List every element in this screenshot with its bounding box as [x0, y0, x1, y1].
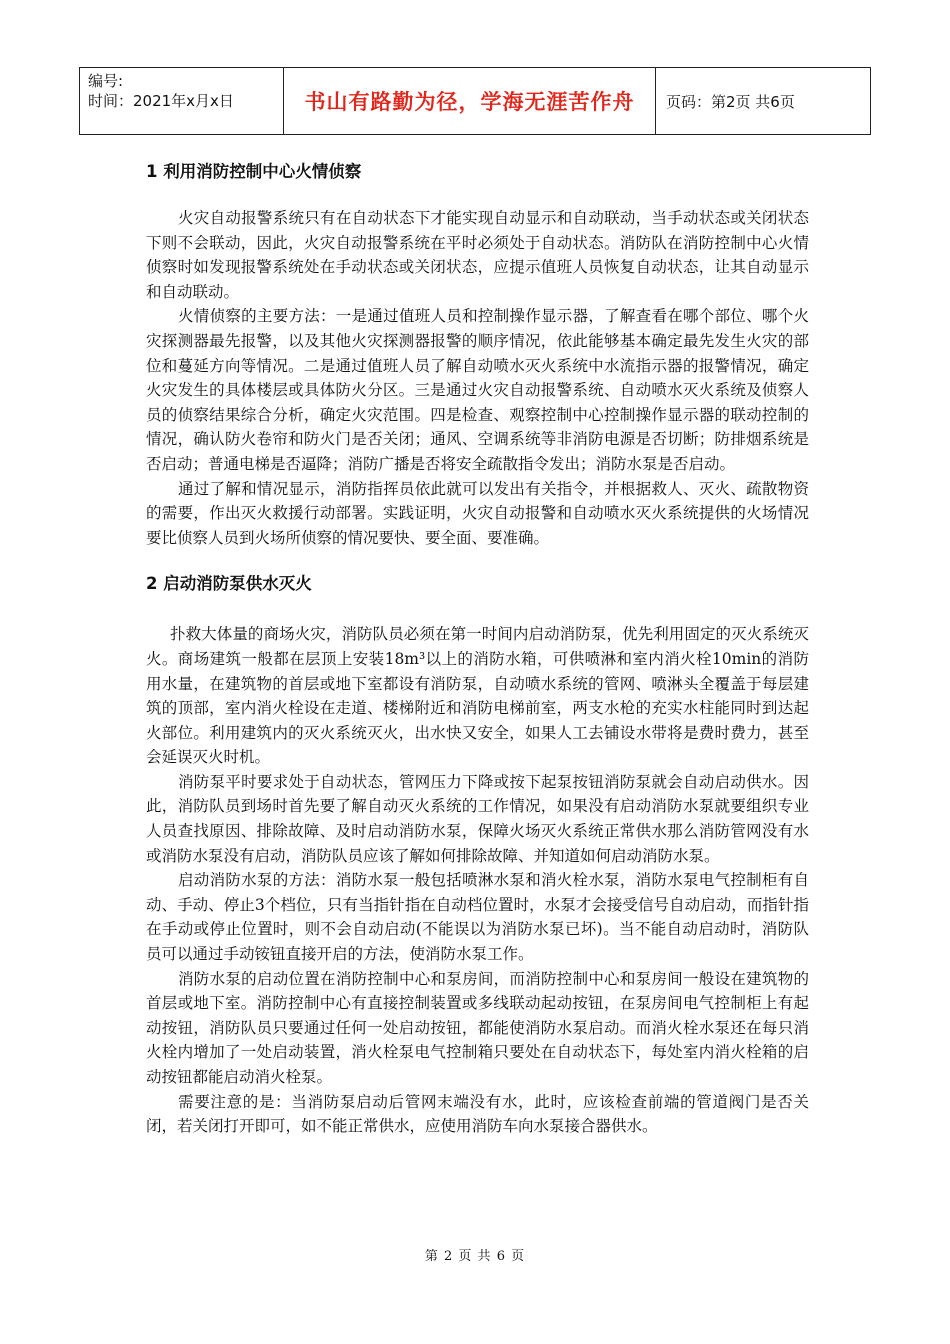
paragraph: 需要注意的是：当消防泵启动后管网末端没有水，此时，应该检查前端的管道阀门是否关闭，若关闭打开即可，如不能正常供水，应使用消防车向水泵接合器供水。	[146, 1092, 809, 1136]
paragraph: 启动消防水泵的方法：消防水泵一般包括喷淋水泵和消火栓水泵，消防水泵电气控制柜有自动、手动、停止3个档位，只有当指针指在自动档位置时，水泵才会接受信号自动启动，而指针指在手动或停止位置时，则不会自动启动(不能误以为消防水泵已坏)。当不能自动启动时，消防队员可以通过手动铵钮直接开启的方法，使消防水泵工作。	[146, 871, 809, 964]
paragraph: 消防泵平时要求处于自动状态，管网压力下降或按下起泵按钮消防泵就会自动启动供水。因此，消防队员到场时首先要了解自动灭火系统的工作情况，如果没有启动消防水泵就要组织专业人员查找原因、排除故障、及时启动消防水泵，保障火场灭火系统正常供水那么消防管网没有水或消防水泵没有启动，消防队员应该了解如何排除故障、并知道如何启动消防水泵。	[146, 772, 809, 865]
page-label: 页码：第2页 共6页	[666, 92, 795, 111]
header-page-cell	[656, 68, 870, 134]
header-motto-cell	[284, 68, 656, 134]
paragraph: 扑救大体量的商场火灾，消防队员必须在第一时间内启动消防泵，优先利用固定的灭火系统灭火。商场建筑一般都在层顶上安装18m³以上的消防水箱，可供喷淋和室内消火栓10min的消防用水量，在建筑物的首层或地下室都设有消防泵，自动喷水系统的管网、喷淋头全覆盖于每层建筑的顶部，室内消火栓设在走道、楼梯附近和消防电梯前室，两支水枪的充实水柱能同时到达起火部位。利用建筑内的灭火系统灭火，出水快又安全，如果人工去铺设水带将是费时费力，甚至会延误灭火时机。	[146, 625, 809, 767]
section-title: 2 启动消防泵供水灭火	[146, 574, 312, 594]
document-body	[146, 160, 809, 1139]
time-label: 时间：2021年x月x日	[88, 92, 234, 110]
paragraph: 火灾自动报警系统只有在自动状态下才能实现自动显示和自动联动，当手动状态或关闭状态下则不会联动，因此，火灾自动报警系统在平时必须处于自动状态。消防队在消防控制中心火情侦察时如发现报警系统处在手动状态或关闭状态，应提示值班人员恢复自动状态，让其自动显示和自动联动。	[146, 209, 809, 301]
header-meta	[80, 68, 284, 134]
section-title: 1 利用消防控制中心火情侦察	[146, 162, 362, 181]
page-footer: 第 2 页 共 6 页	[424, 1249, 526, 1264]
code-label: 编号:	[88, 72, 124, 90]
motto: 书山有路勤为径，学海无涯苦作舟	[304, 90, 635, 114]
paragraph: 通过了解和情况显示，消防指挥员依此就可以发出有关指令，并根据救人、灭火、疏散物资的需要，作出灭火救援行动部署。实践证明，火灾自动报警和自动喷水灭火系统提供的火场情况要比侦察人员到火场所侦察的情况要快、要全面、要准确。	[146, 479, 809, 547]
paragraph: 消防水泵的启动位置在消防控制中心和泵房间，而消防控制中心和泵房间一般设在建筑物的首层或地下室。消防控制中心有直接控制装置或多线联动起动按钮，在泵房间电气控制柜上有起动按钮，消防队员只要通过任何一处启动按钮，都能使消防水泵启动。而消火栓水泵还在每只消火栓内增加了一处启动装置，消火栓泵电气控制箱只要处在自动状态下，每处室内消火栓箱的启动按钮都能启动消火栓泵。	[146, 969, 809, 1086]
document-header	[79, 67, 871, 135]
paragraph: 火情侦察的主要方法：一是通过值班人员和控制操作显示器，了解查看在哪个部位、哪个火灾探测器最先报警，以及其他火灾探测器报警的顺序情况，依此能够基本确定最先发生火灾的部位和蔓延方向等情况。二是通过值班人员了解自动喷水灭火系统中水流指示器的报警情况，确定火灾发生的具体楼层或具体防火分区。三是通过火灾自动报警系统、自动喷水灭火系统及侦察人员的侦察结果综合分析，确定火灾范围。四是检查、观察控制中心控制操作显示器的联动控制的情况，确认防火卷帘和防火门是否关闭；通风、空调系统等非消防电源是否切断；防排烟系统是否启动；普通电梯是否逼降；消防广播是否将安全疏散指令发出；消防水泵是否启动。	[146, 307, 809, 473]
